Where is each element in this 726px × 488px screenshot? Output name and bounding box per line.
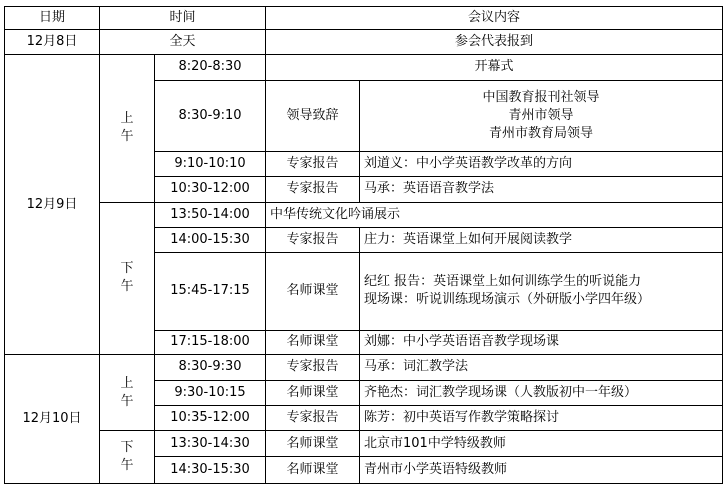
session-type-cell: 专家报告 [266, 177, 360, 202]
time-cell: 8:30-9:30 [155, 354, 266, 380]
table-row [5, 202, 723, 227]
content-cell: 陈芳：初中英语写作教学策略探讨 [360, 406, 723, 431]
content-cell: 庄力：英语课堂上如何开展阅读教学 [360, 227, 723, 252]
afternoon-cell: 下 午 [100, 202, 155, 354]
time-cell: 15:45-17:15 [155, 253, 266, 331]
time-cell: 13:50-14:00 [155, 202, 266, 227]
content-cell: 纪红 报告：英语课堂上如何训练学生的听说能力 现场课：听说训练现场演示（外研版小学四年级） [360, 253, 723, 331]
session-type-cell: 名师课堂 [266, 431, 360, 456]
header-time: 时间 [100, 7, 266, 30]
content-cell: 刘道义：中小学英语教学改革的方向 [360, 152, 723, 177]
header-row [5, 7, 723, 30]
date-cell: 12月9日 [5, 55, 100, 354]
content-cell: 刘娜：中小学英语语音教学现场课 [360, 330, 723, 354]
session-type-cell: 专家报告 [266, 406, 360, 431]
session-type-cell: 名师课堂 [266, 330, 360, 354]
time-cell: 8:30-9:10 [155, 80, 266, 152]
session-type-cell: 名师课堂 [266, 381, 360, 406]
session-type-cell: 专家报告 [266, 152, 360, 177]
content-cell: 中华传统文化吟诵展示 [266, 202, 723, 227]
session-type-cell: 专家报告 [266, 354, 360, 380]
time-cell: 9:30-10:15 [155, 381, 266, 406]
time-cell: 17:15-18:00 [155, 330, 266, 354]
header-date: 日期 [5, 7, 100, 30]
time-cell: 9:10-10:10 [155, 152, 266, 177]
time-cell: 14:30-15:30 [155, 456, 266, 483]
conference-schedule-table [4, 6, 723, 484]
content-cell: 中国教育报刊社领导 青州市领导 青州市教育局领导 [360, 80, 723, 152]
content-cell: 北京市101中学特级教师 [360, 431, 723, 456]
date-cell: 12月8日 [5, 30, 100, 55]
morning-cell: 上 午 [100, 55, 155, 202]
session-type-cell: 名师课堂 [266, 456, 360, 483]
morning-cell: 上 午 [100, 354, 155, 431]
time-cell: 8:20-8:30 [155, 55, 266, 80]
content-cell: 马承：词汇教学法 [360, 354, 723, 380]
time-cell: 13:30-14:30 [155, 431, 266, 456]
table-row [5, 431, 723, 456]
content-cell: 马承：英语语音教学法 [360, 177, 723, 202]
session-type-cell: 名师课堂 [266, 253, 360, 331]
content-cell: 齐艳杰：词汇教学现场课（人教版初中一年级） [360, 381, 723, 406]
session-type-cell: 专家报告 [266, 227, 360, 252]
table-row [5, 55, 723, 80]
afternoon-cell: 下 午 [100, 431, 155, 484]
content-cell: 青州市小学英语特级教师 [360, 456, 723, 483]
time-cell: 10:35-12:00 [155, 406, 266, 431]
header-content: 会议内容 [266, 7, 723, 30]
content-cell: 参会代表报到 [266, 30, 723, 55]
table-row [5, 30, 723, 55]
date-cell: 12月10日 [5, 354, 100, 483]
time-cell: 全天 [100, 30, 266, 55]
time-cell: 10:30-12:00 [155, 177, 266, 202]
content-cell: 开幕式 [266, 55, 723, 80]
table-row [5, 354, 723, 380]
time-cell: 14:00-15:30 [155, 227, 266, 252]
session-type-cell: 领导致辞 [266, 80, 360, 152]
